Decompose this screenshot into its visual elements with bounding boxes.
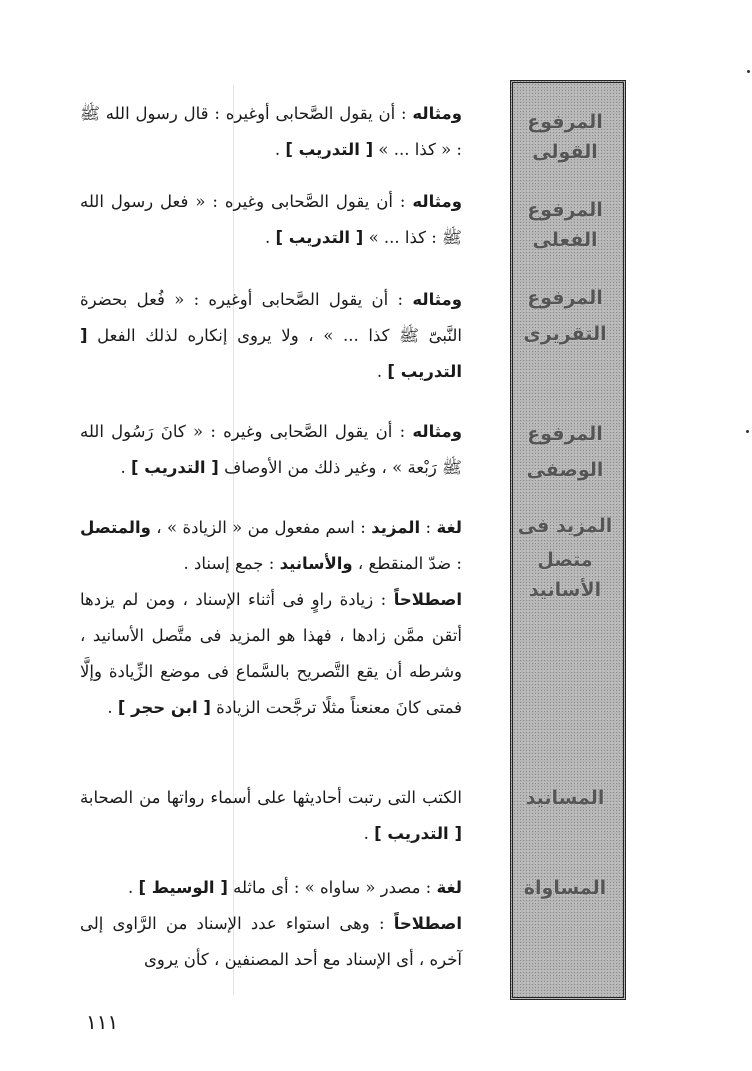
entry-marfu-taqriri [80, 282, 502, 390]
entry-mazid [80, 510, 502, 726]
term-marfu: المرفوع [527, 423, 603, 445]
source-citation: [ التدريب ] [285, 140, 374, 159]
example-label: ومثاله [412, 192, 462, 211]
term-musawat: المساواة [523, 877, 607, 899]
mazid-term: المزيد [371, 518, 421, 537]
source-citation: [ التدريب ] [374, 824, 462, 843]
lugha-label: لغة [436, 518, 462, 537]
end-dot: . [264, 228, 276, 247]
term-marfu: المرفوع [527, 287, 603, 309]
separator: : [420, 518, 437, 537]
end-dot: . [363, 824, 375, 843]
term-marfu-fili: المرفوع الفعلى [527, 199, 603, 251]
istilah-label: اصطلاحاً [393, 914, 462, 933]
example-label: ومثاله [412, 104, 462, 123]
page-number: ١١١ [86, 1010, 119, 1034]
term-marfu-qawli: المرفوع القولى [527, 111, 603, 163]
terms-sidebar [510, 80, 626, 1000]
example-paragraph [80, 184, 502, 256]
source-citation: [ التدريب ] [130, 458, 219, 477]
example-paragraph [80, 282, 502, 390]
term-taqriri: التقريرى [523, 323, 607, 345]
istilah-text: : زيادة راوٍ فى أثناء الإسناد ، ومن لم يزدها أتقن ممَّن زادها ، فهذا هو المزيد فى متَّصل الأسانيد ، وشرطه أن يقع التَّصريح بالسَّماع فى موضع الزِّيادة وإلَّا فمتى كانَ معنعناً مثلًا ترجَّحت الزيادة [80, 590, 462, 717]
definition-text: الكتب التى رتبت أحاديثها على أسماء رواتها من الصحابة [80, 788, 462, 807]
example-label: ومثاله [412, 290, 462, 309]
source-citation: [ التدريب ] [275, 228, 364, 247]
entry-marfu-qawli [80, 96, 502, 168]
muttasil-term: والمتصل [80, 518, 151, 537]
term-muttasil-asanid: متصل الأسانيد [528, 549, 602, 601]
entry-marfu-wasfi [80, 414, 502, 486]
example-paragraph [80, 96, 502, 168]
definition-paragraph [80, 780, 502, 852]
example-text: : أن يقول الصَّحابى أوغيره : قال رسول الله ﷺ : « كذا ... » [80, 104, 462, 159]
lugha-paragraph [80, 870, 502, 906]
source-citation: [ الوسيط ] [138, 878, 228, 897]
example-label: ومثاله [412, 422, 462, 441]
entry-marfu-fili [80, 184, 502, 256]
lugha-text: : ضدّ المنقطع ، [352, 554, 462, 573]
lugha-text: : مصدر « ساواه » : أى ماثله [227, 878, 437, 897]
lugha-text: : اسم مفعول من « الزيادة » ، [150, 518, 372, 537]
example-text: : أن يقول الصَّحابى وغيره : « كانَ رَسُول الله ﷺ رَبْعة » ، وغير ذلك من الأوصاف [80, 422, 462, 477]
lugha-paragraph [80, 510, 502, 582]
example-text: : أن يقول الصَّحابى أوغيره : « فُعل بحضرة النَّبىّ ﷺ كذا ... » ، ولا يروى إنكاره لذلك الفعل [80, 290, 462, 345]
end-dot: . [127, 878, 139, 897]
istilah-paragraph [80, 906, 502, 978]
term-mazid: المزيد فى [517, 515, 613, 537]
example-paragraph [80, 414, 502, 486]
scan-speck [746, 430, 749, 433]
source-citation: [ التدريب ] [80, 326, 462, 381]
istilah-paragraph [80, 582, 502, 726]
end-dot: . [107, 698, 118, 717]
istilah-text: : وهى استواء عدد الإسناد من الرَّاوى إلى آخره ، أى الإسناد مع أحد المصنفين ، كأن يروى [80, 914, 462, 969]
end-dot: . [376, 362, 388, 381]
term-masanid: المسانيد [525, 787, 605, 809]
entry-musawat [80, 870, 502, 978]
source-citation: [ ابن حجر ] [117, 698, 211, 717]
entry-masanid [80, 780, 502, 852]
end-dot: . [274, 140, 286, 159]
scan-speck [747, 70, 750, 73]
end-dot: . [120, 458, 131, 477]
term-wasfi: الوصفى [526, 459, 604, 481]
asanid-term: والأسانيد [279, 554, 353, 573]
example-text: : أن يقول الصَّحابى وغيره : « فعل رسول الله ﷺ : كذا ... » [80, 192, 462, 247]
istilah-label: اصطلاحاً [393, 590, 462, 609]
lugha-label: لغة [436, 878, 462, 897]
lugha-text: : جمع إسناد . [183, 554, 280, 573]
